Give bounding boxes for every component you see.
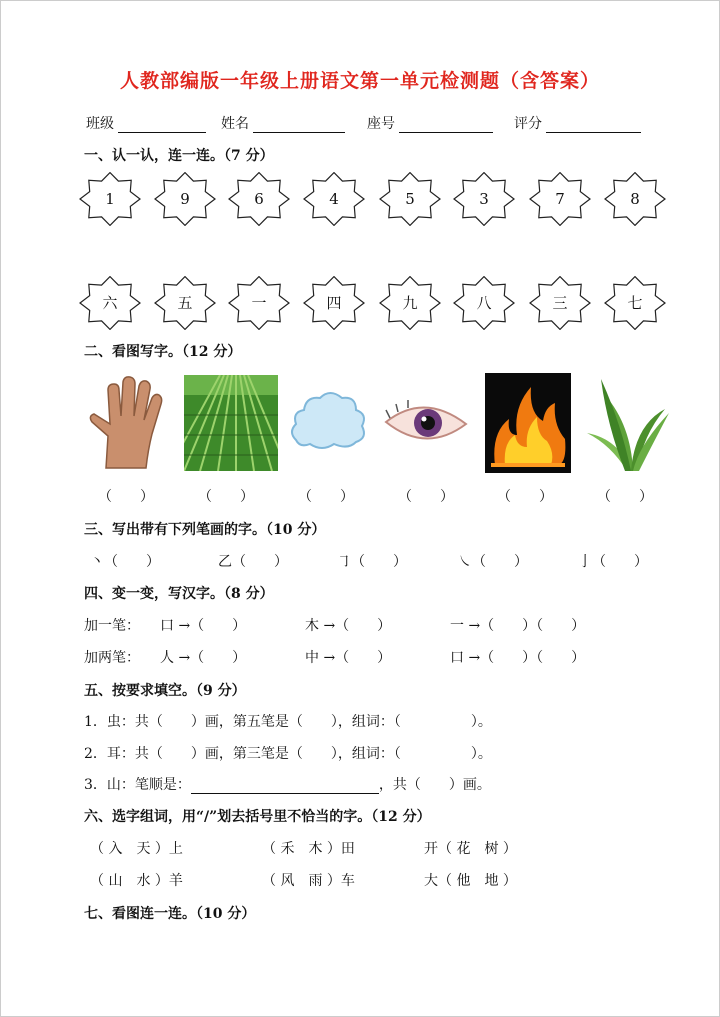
add-two-item-3[interactable]: 口 →（ ）（ ） xyxy=(450,650,586,666)
section-4-heading: 四、变一变，写汉字。（8 分） xyxy=(84,586,274,602)
seat-blank[interactable] xyxy=(399,118,493,133)
add-one-stroke-label: 加一笔： xyxy=(84,618,140,634)
picture-answer-blank-4[interactable]: （ ） xyxy=(398,489,454,505)
eye-picture xyxy=(384,396,468,452)
chinese-numeral-star-label: 三 xyxy=(552,294,568,312)
stroke-question-1[interactable]: 丶（ ） xyxy=(90,554,160,570)
word-choice-1[interactable]: （ 入 天 ）上 xyxy=(90,841,183,857)
cloud-picture xyxy=(286,376,370,472)
chinese-numeral-star-label: 九 xyxy=(402,294,418,312)
add-two-stroke-label: 加两笔： xyxy=(84,650,140,666)
class-label: 班级 xyxy=(86,113,206,133)
word-choice-6[interactable]: 大（ 他 地 ） xyxy=(424,873,517,889)
fire-picture xyxy=(485,373,571,473)
seat-label: 座号 xyxy=(367,113,493,133)
picture-answer-blank-2[interactable]: （ ） xyxy=(198,489,254,505)
section-6-heading: 六、选字组词，用“/”划去括号里不恰当的字。（12 分） xyxy=(84,809,431,825)
section-2-heading: 二、看图写字。（12 分） xyxy=(84,344,242,360)
picture-answer-blank-5[interactable]: （ ） xyxy=(497,489,553,505)
class-blank[interactable] xyxy=(118,118,206,133)
page-title: 人教部编版一年级上册语文第一单元检测题（含答案） xyxy=(119,70,600,92)
chinese-numeral-star-2[interactable] xyxy=(154,276,216,330)
digit-star-1[interactable] xyxy=(79,172,141,226)
chinese-numeral-star-6[interactable] xyxy=(453,276,515,330)
add-one-item-3[interactable]: 一 →（ ）（ ） xyxy=(450,618,586,634)
digit-star-label: 7 xyxy=(555,190,565,208)
digit-star-label: 6 xyxy=(254,190,264,208)
add-one-item-1[interactable]: 口 →（ ） xyxy=(160,618,247,634)
digit-star-4[interactable] xyxy=(303,172,365,226)
score-label: 评分 xyxy=(514,113,641,133)
name-blank[interactable] xyxy=(253,118,345,133)
word-choice-3[interactable]: 开（ 花 树 ） xyxy=(424,841,517,857)
digit-star-8[interactable] xyxy=(604,172,666,226)
chinese-numeral-star-label: 一 xyxy=(251,294,267,312)
section-7-heading: 七、看图连一连。（10 分） xyxy=(84,906,256,922)
picture-answer-blank-1[interactable]: （ ） xyxy=(98,489,154,505)
digit-star-label: 1 xyxy=(105,190,115,208)
stroke-question-3[interactable]: ㇆（ ） xyxy=(337,554,407,570)
field-picture xyxy=(184,375,278,471)
chinese-numeral-star-label: 六 xyxy=(102,294,118,312)
section-3-heading: 三、写出带有下列笔画的字。（10 分） xyxy=(84,522,326,538)
hand-picture xyxy=(86,376,172,472)
digit-star-2[interactable] xyxy=(154,172,216,226)
digit-star-label: 4 xyxy=(329,190,339,208)
stroke-order-blank[interactable] xyxy=(191,779,379,794)
picture-answer-blank-6[interactable]: （ ） xyxy=(597,489,653,505)
stroke-question-4[interactable]: ㇏（ ） xyxy=(458,554,528,570)
chinese-numeral-star-label: 四 xyxy=(326,294,342,312)
add-two-item-1[interactable]: 人 →（ ） xyxy=(160,650,247,666)
section-1-heading: 一、认一认，连一连。（7 分） xyxy=(84,148,274,164)
digit-star-5[interactable] xyxy=(379,172,441,226)
digit-star-7[interactable] xyxy=(529,172,591,226)
digit-star-label: 9 xyxy=(180,190,190,208)
digit-star-label: 5 xyxy=(405,190,415,208)
stroke-question-5[interactable]: 亅（ ） xyxy=(578,554,648,570)
chinese-numeral-star-4[interactable] xyxy=(303,276,365,330)
fill-question-1[interactable]: 1．虫：共（ ）画，第五笔是（ ），组词：（ ）。 xyxy=(84,714,492,730)
fill-question-2[interactable]: 2．耳：共（ ）画，第三笔是（ ），组词：（ ）。 xyxy=(84,746,492,762)
add-one-item-2[interactable]: 木 →（ ） xyxy=(305,618,392,634)
digit-star-6[interactable] xyxy=(453,172,515,226)
add-two-item-2[interactable]: 中 →（ ） xyxy=(305,650,392,666)
score-blank[interactable] xyxy=(546,118,641,133)
chinese-numeral-star-5[interactable] xyxy=(379,276,441,330)
digit-star-3[interactable] xyxy=(228,172,290,226)
word-choice-2[interactable]: （ 禾 木 ）田 xyxy=(262,841,355,857)
grain-plant-picture xyxy=(585,375,671,473)
chinese-numeral-star-3[interactable] xyxy=(228,276,290,330)
chinese-numeral-star-7[interactable] xyxy=(529,276,591,330)
section-5-heading: 五、按要求填空。（9 分） xyxy=(84,683,246,699)
chinese-numeral-star-8[interactable] xyxy=(604,276,666,330)
digit-star-label: 8 xyxy=(630,190,640,208)
digit-star-label: 3 xyxy=(479,190,489,208)
chinese-numeral-star-label: 七 xyxy=(627,294,643,312)
word-choice-5[interactable]: （ 风 雨 ）车 xyxy=(262,873,355,889)
name-label: 姓名 xyxy=(221,113,345,133)
chinese-numeral-star-1[interactable] xyxy=(79,276,141,330)
chinese-numeral-star-label: 五 xyxy=(177,294,193,312)
fill-question-3[interactable]: 3．山：笔顺是： ，共（ ）画。 xyxy=(84,777,491,793)
word-choice-4[interactable]: （ 山 水 ）羊 xyxy=(90,873,183,889)
chinese-numeral-star-label: 八 xyxy=(476,294,492,312)
stroke-question-2[interactable]: 乙（ ） xyxy=(218,554,288,570)
picture-answer-blank-3[interactable]: （ ） xyxy=(298,489,354,505)
